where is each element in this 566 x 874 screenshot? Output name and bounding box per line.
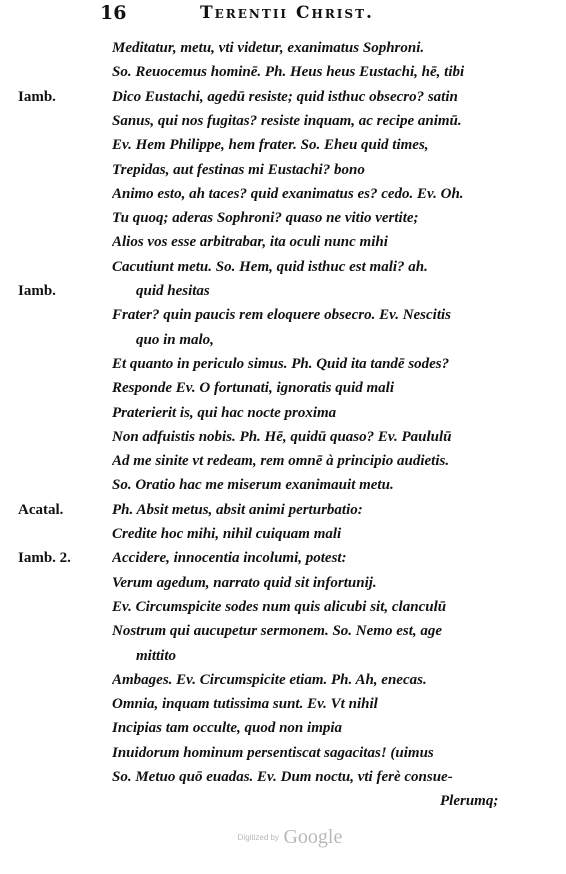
text-line: Sanus, qui nos fugitas? resiste inquam, ac recipe animū. bbox=[112, 112, 462, 129]
text-line: Ambages. Ev. Circumspicite etiam. Ph. Ah, enecas. bbox=[112, 671, 427, 688]
text-line: Omnia, inquam tutissima sunt. Ev. Vt nihil bbox=[112, 696, 378, 713]
text-line: Et quanto in periculo simus. Ph. Quid ita tandē sodes? bbox=[112, 355, 450, 372]
margin-note: Acatal. bbox=[18, 501, 64, 518]
text-line: Responde Ev. O fortunati, ignoratis quid mali bbox=[112, 380, 394, 397]
text-line: Cacutiunt metu. So. Hem, quid isthuc est mali? ah. bbox=[112, 258, 428, 275]
text-line: Non adfuistis nobis. Ph. Hē, quidū quaso? Ev. Paululū bbox=[112, 428, 452, 445]
text-line: quo in malo, bbox=[136, 331, 214, 348]
text-line: Ev. Hem Philippe, hem frater. So. Eheu quid times, bbox=[112, 137, 429, 154]
text-line: Trepidas, aut festinas mi Eustachi? bono bbox=[112, 161, 365, 178]
text-line: Nostrum qui aucupetur sermonem. So. Nemo est, age bbox=[112, 623, 443, 640]
watermark-brand: Google bbox=[283, 826, 343, 848]
text-line: mittito bbox=[136, 647, 177, 664]
text-line: Incipias tam occulte, quod non impia bbox=[112, 720, 343, 737]
text-line: Plerumq; bbox=[440, 793, 499, 810]
text-line: So. Metuo quō euadas. Ev. Dum noctu, vti ferè consue- bbox=[112, 769, 453, 785]
text-line: So. Reuocemus hominē. Ph. Heus heus Eustachi, hē, tibi bbox=[112, 64, 465, 81]
running-title: Terentii Christ. bbox=[200, 3, 374, 23]
watermark-prefix: Digitized by bbox=[237, 833, 279, 842]
text-line: Ad me sinite vt redeam, rem omnē à principio audietis. bbox=[112, 453, 450, 470]
page-number: 16 bbox=[100, 2, 127, 24]
text-line: quid hesitas bbox=[136, 283, 210, 299]
margin-note: Iamb. 2. bbox=[18, 550, 71, 567]
text-line: Ev. Circumspicite sodes num quis alicubi sit, clanculū bbox=[112, 598, 447, 615]
text-line: Alios vos esse arbitrabar, ita oculi nunc mihi bbox=[112, 234, 388, 251]
text-line: Praterierit is, qui hac nocte proxima bbox=[112, 404, 337, 421]
page-header bbox=[100, 2, 540, 24]
margin-note: Iamb. bbox=[18, 283, 56, 299]
text-line: Frater? quin paucis rem eloquere obsecro. Ev. Nescitis bbox=[112, 307, 452, 324]
text-line: Dico Eustachi, agedū resiste; quid isthuc obsecro? satin bbox=[112, 88, 458, 105]
text-line: Meditatur, metu, vti videtur, exanimatus Sophroni. bbox=[112, 40, 425, 56]
text-line: Ph. Absit metus, absit animi perturbatio: bbox=[112, 501, 363, 518]
text-line: Verum agedum, narrato quid sit infortunij. bbox=[112, 574, 377, 591]
text-line: Inuidorum hominum persentiscat sagacitas! (uimus bbox=[112, 744, 434, 761]
text-line: Accidere, innocentia incolumi, potest: bbox=[112, 550, 347, 567]
digitized-watermark bbox=[205, 826, 375, 849]
text-line: Tu quoq; aderas Sophroni? quaso ne vitio vertite; bbox=[112, 210, 419, 227]
text-line: Animo esto, ah taces? quid exanimatus es? cedo. Ev. Oh. bbox=[112, 185, 464, 202]
text-line: Credite hoc mihi, nihil cuiquam mali bbox=[112, 526, 342, 542]
text-line: So. Oratio hac me miserum exanimauit metu. bbox=[112, 477, 394, 494]
margin-note: Iamb. bbox=[18, 88, 56, 105]
